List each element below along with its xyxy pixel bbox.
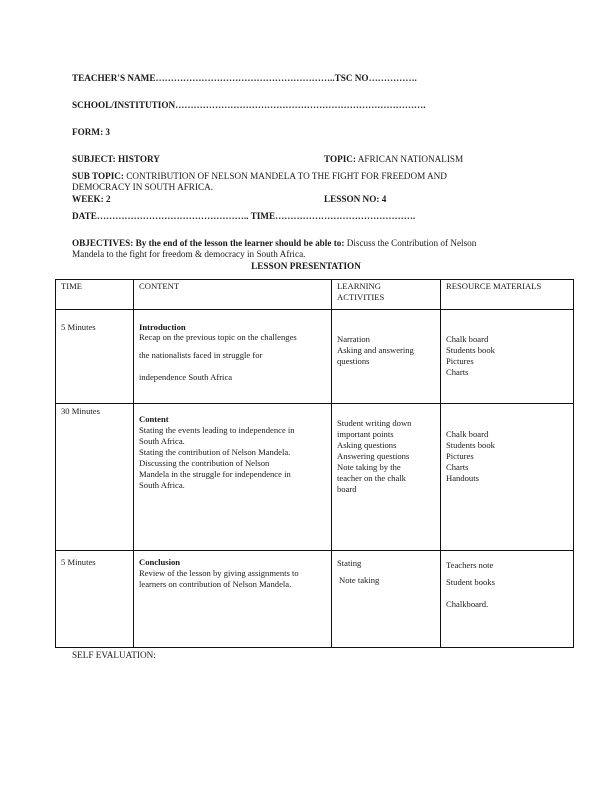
row-content bbox=[134, 551, 332, 648]
content-line: the nationalists faced in struggle for bbox=[139, 350, 263, 360]
resource-item: Teachers note bbox=[446, 560, 494, 570]
resource-item: Handouts bbox=[446, 473, 479, 483]
content-title: Content bbox=[139, 414, 169, 424]
content-line: South Africa. bbox=[139, 436, 185, 446]
column-header-content: CONTENT bbox=[134, 280, 332, 310]
form-field: FORM: 3 bbox=[72, 127, 111, 137]
activity-item: Student writing down bbox=[337, 418, 412, 428]
row-content bbox=[134, 310, 332, 404]
activity-item: teacher on the chalk bbox=[337, 473, 406, 483]
activity-item: questions bbox=[337, 356, 370, 366]
row-resources bbox=[441, 551, 574, 648]
resource-item: Pictures bbox=[446, 451, 474, 461]
resource-item: Chalkboard. bbox=[446, 599, 489, 609]
content-line: Stating the contribution of Nelson Mandela. bbox=[139, 447, 291, 457]
column-header-resource-materials: RESOURCE MATERIALS bbox=[441, 280, 574, 310]
content-line: Recap on the previous topic on the challenges bbox=[139, 332, 297, 342]
resource-item: Charts bbox=[446, 367, 469, 377]
row-time: 5 Minutes bbox=[56, 310, 134, 404]
activity-item: important points bbox=[337, 429, 394, 439]
subject-field: SUBJECT: HISTORY bbox=[72, 154, 160, 164]
topic-field bbox=[324, 154, 463, 165]
activity-item: Answering questions bbox=[337, 451, 410, 461]
resource-item: Pictures bbox=[446, 356, 474, 366]
column-header-time: TIME bbox=[56, 280, 134, 310]
table-header-row bbox=[56, 280, 574, 310]
learning-activities-header-text: LEARNING ACTIVITIES bbox=[337, 281, 385, 302]
row-activities bbox=[332, 404, 441, 551]
content-title: Conclusion bbox=[139, 557, 181, 567]
content-line: learners on contribution of Nelson Mandela. bbox=[139, 579, 292, 589]
subtopic-value-line1: CONTRIBUTION OF NELSON MANDELA TO THE FIGHT FOR FREEDOM AND bbox=[126, 171, 447, 181]
activity-item: Narration bbox=[337, 334, 370, 344]
section-title: LESSON PRESENTATION bbox=[251, 261, 361, 271]
resource-item: Chalk board bbox=[446, 429, 489, 439]
subtopic-label: SUB TOPIC: bbox=[72, 171, 124, 181]
content-line: Review of the lesson by giving assignments to bbox=[139, 568, 299, 578]
resource-item: Students book bbox=[446, 345, 495, 355]
content-line: Stating the events leading to independence in bbox=[139, 425, 295, 435]
content-line: Mandela in the struggle for independence in bbox=[139, 469, 291, 479]
week-field: WEEK: 2 bbox=[72, 194, 111, 204]
activity-item: Note taking bbox=[339, 575, 380, 585]
topic-label: TOPIC: bbox=[324, 154, 356, 164]
row-activities bbox=[332, 310, 441, 404]
row-time: 30 Minutes bbox=[56, 404, 134, 551]
content-line: independence South Africa bbox=[139, 372, 233, 382]
school-field: SCHOOL/INSTITUTION………………………………………………………………………. bbox=[72, 100, 426, 110]
activity-item: Asking questions bbox=[337, 440, 397, 450]
objectives-text-line1: Discuss the Contribution of Nelson bbox=[344, 238, 477, 248]
resource-item: Student books bbox=[446, 577, 495, 587]
content-line: South Africa. bbox=[139, 480, 185, 490]
date-time-field: DATE………………………………………….. TIME………………………………………. bbox=[72, 211, 416, 221]
teacher-name-field: TEACHER'S NAME…………………………………………………..TSC NO……………. bbox=[72, 73, 417, 83]
row-time: 5 Minutes bbox=[56, 551, 134, 648]
activity-item: Stating bbox=[337, 558, 362, 568]
lesson-no-field: LESSON NO: 4 bbox=[324, 194, 387, 204]
content-title: Introduction bbox=[139, 322, 186, 332]
table-row bbox=[56, 310, 574, 404]
objectives-text-line2: Mandela to the fight for freedom & democracy in South Africa. bbox=[72, 249, 306, 259]
content-line: Discussing the contribution of Nelson bbox=[139, 458, 270, 468]
activity-item: Asking and answering bbox=[337, 345, 414, 355]
subtopic-value-line2: DEMOCRACY IN SOUTH AFRICA. bbox=[72, 182, 214, 192]
table-row bbox=[56, 551, 574, 648]
self-evaluation-label: SELF EVALUATION: bbox=[72, 650, 156, 660]
topic-value: AFRICAN NATIONALISM bbox=[357, 154, 464, 164]
activity-item: board bbox=[337, 484, 357, 494]
resource-item: Students book bbox=[446, 440, 495, 450]
row-activities bbox=[332, 551, 441, 648]
row-resources bbox=[441, 310, 574, 404]
column-header-learning-activities bbox=[332, 280, 441, 310]
objectives bbox=[72, 238, 476, 249]
resource-item: Charts bbox=[446, 462, 469, 472]
row-content bbox=[134, 404, 332, 551]
objectives-label: OBJECTIVES: By the end of the lesson the learner should be able to: bbox=[72, 238, 345, 248]
table-row bbox=[56, 404, 574, 551]
subtopic-field bbox=[72, 171, 447, 182]
activity-item: Note taking by the bbox=[337, 462, 401, 472]
row-resources bbox=[441, 404, 574, 551]
resource-item: Chalk board bbox=[446, 334, 489, 344]
lesson-presentation-table bbox=[55, 279, 574, 648]
